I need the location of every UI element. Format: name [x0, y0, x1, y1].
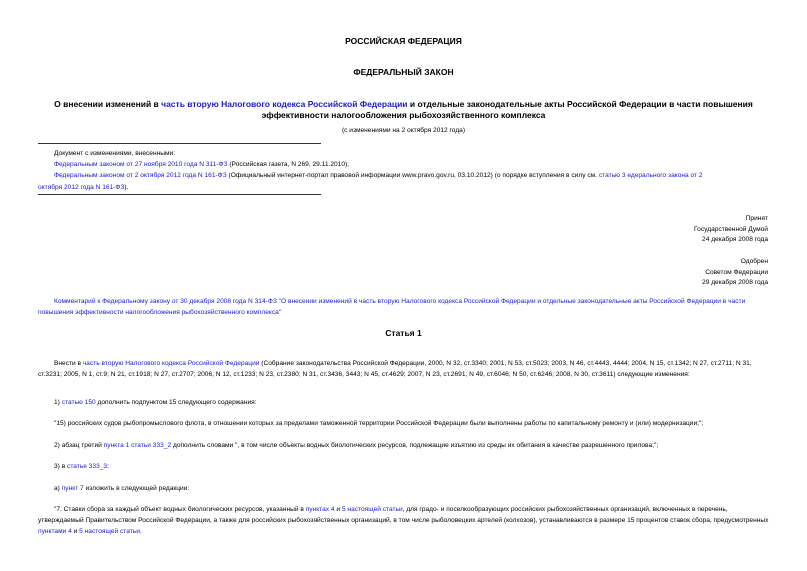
changes-heading: Документ с изменениями, внесенными:	[54, 150, 176, 157]
p7-text-e: .	[139, 527, 142, 535]
approved-block	[702, 257, 768, 289]
body-paragraph-3: "15) российских судов рыбопромыслового флота, в отношении которых за пределами таможенной территории Российской Федерации были выполнены работы по капитальному ремонту и (или) модернизации;";	[54, 420, 704, 427]
edition-note: (с изменениями на 2 октября 2012 года)	[341, 127, 466, 134]
changes-link-311fz[interactable]: Федеральным законом от 27 ноября 2010 года N 311-ФЗ	[54, 161, 228, 169]
changes-link-article3-a[interactable]: статью 3 едерального закона от 2	[598, 172, 703, 180]
approved-line-1: Одобрен	[740, 258, 768, 265]
p7-text-c: , для градо- и поселкообразующих российских рыбохозяйственных организаций, включенных в перечень, утверждаемый Правительством Российской Федерации, а также для российских рыбохозяйственных организаций, в том числе рыболовецких артелей (колхозов), устанавливаются в размере 15 процентов ставок сбора, предусмотренных	[38, 506, 769, 524]
p1-text-b: (Собрание законодательства Российской Федерации, 2000, N 32, ст.3340; 2001, N 53, ст.5023; 2003, N 46, ст.4443, 4444; 2004, N 15, ст.1342; N 27, ст.2711; N 31, ст.3231; 2005, N 1, ст.9; N 21, ст.1918; N 27, ст.2707; 2006, N 12, ст.1233; N 23, ст.2380; N 31, ст.3436, 3443; N 45, ст.4629; 2007, N 23, ст.2691; N 49, ст.6046; N 50, ст.6246; 2008, N 30, ст.3611) следующие изменения:	[38, 360, 752, 378]
article-heading: Статья 1	[385, 328, 422, 338]
p7-link-points4-b[interactable]: пунктами 4	[38, 527, 72, 535]
changes-item-2-cont	[38, 182, 771, 193]
changes-item-2-end: ).	[124, 183, 129, 191]
accepted-line-2: Государственной Думой	[694, 225, 768, 233]
p7-link-article5-b[interactable]: 5 настоящей статьи	[79, 527, 140, 535]
approved-line-2: Советом Федерации	[705, 268, 768, 276]
approved-line-3: 29 декабря 2008 года	[702, 279, 768, 287]
p7-text-a: "7. Ставки сбора за каждый объект водных биологических ресурсов, указанный в	[54, 506, 306, 513]
p2-text-b: дополнить подпунктом 15 следующего содержания:	[95, 399, 257, 406]
title-prefix: О внесении изменений в	[54, 99, 162, 109]
divider-bottom	[38, 194, 321, 195]
body-paragraph-7	[38, 505, 771, 537]
accepted-line-1: Принят	[745, 215, 768, 222]
divider-top	[38, 143, 321, 144]
p6-link-point7[interactable]: пункт 7	[61, 485, 84, 492]
country-heading: РОССИЙСКАЯ ФЕДЕРАЦИЯ	[345, 36, 462, 46]
p7-text-d: и	[71, 527, 80, 535]
p4-link-333-2[interactable]: пункта 1 статьи 333_2	[103, 442, 172, 449]
changes-link-article3-b[interactable]: октября 2012 года N 161-ФЗ	[38, 183, 125, 191]
accepted-block	[694, 214, 768, 246]
p5-text-a: 3) в	[54, 463, 68, 470]
body-paragraph-5	[54, 462, 787, 473]
changes-item-1	[54, 159, 771, 170]
law-title	[40, 99, 767, 121]
title-link-tax-code[interactable]: часть вторую Налогового кодекса Российской Федерации	[161, 99, 408, 109]
p5-text-b: :	[107, 463, 109, 470]
body-paragraph-4	[54, 441, 787, 452]
body-paragraph-6	[54, 484, 787, 495]
law-type-heading: ФЕДЕРАЛЬНЫЙ ЗАКОН	[353, 67, 454, 77]
changes-item-2-text: (Официальный интернет-портал правовой информации www.pravo.gov.ru, 03.10.2012) (о порядке вступления в силу см.	[226, 172, 599, 180]
p4-text-b: дополнить словами ", в том числе объекты водных биологических ресурсов, подлежащие изъятию из среды их обитания в качестве разрешенного прилова;";	[171, 442, 659, 449]
p7-link-points4[interactable]: пунктах 4	[305, 506, 335, 513]
p1-text-a: Внести в	[54, 360, 83, 367]
body-paragraph-1	[38, 359, 771, 381]
p5-link-333-3[interactable]: статье 333_3	[67, 463, 108, 470]
p4-text-a: 2) абзац третий	[54, 442, 104, 449]
comment-paragraph	[38, 297, 771, 319]
p2-link-article150[interactable]: статью 150	[61, 399, 96, 406]
p1-link-tax-code[interactable]: часть вторую Налогового кодекса Российской Федерации	[82, 360, 260, 367]
accepted-line-3: 24 декабря 2008 года	[702, 236, 768, 244]
p7-text-b: и	[334, 506, 342, 513]
p6-text-a: а)	[54, 485, 62, 492]
changes-link-161fz[interactable]: Федеральным законом от 2 октября 2012 года N 161-ФЗ	[54, 172, 227, 180]
p7-link-article5[interactable]: 5 настоящей статьи	[341, 506, 403, 513]
title-suffix: и отдельные законодательные акты Российской Федерации в части повышения эффективности налогообложения рыбохозяйственного комплекса	[261, 99, 753, 120]
changes-item-1-text: (Российская газета, N 269, 29.11.2010);	[227, 161, 350, 169]
body-paragraph-2	[54, 398, 787, 409]
changes-item-2	[54, 170, 771, 181]
p2-text-a: 1)	[54, 399, 62, 406]
changes-block	[38, 148, 771, 193]
p6-text-b: изложить в следующей редакции:	[83, 485, 190, 492]
comment-link[interactable]: Комментарий к Федеральному закону от 30 декабря 2008 года N 314-ФЗ "О внесении изменений в часть вторую Налогового кодекса Российской Федерации и отдельные законодательные акты Российской Федерации в части повышения эффективности налогообложения рыбохозяйственного комплекса"	[38, 298, 746, 316]
